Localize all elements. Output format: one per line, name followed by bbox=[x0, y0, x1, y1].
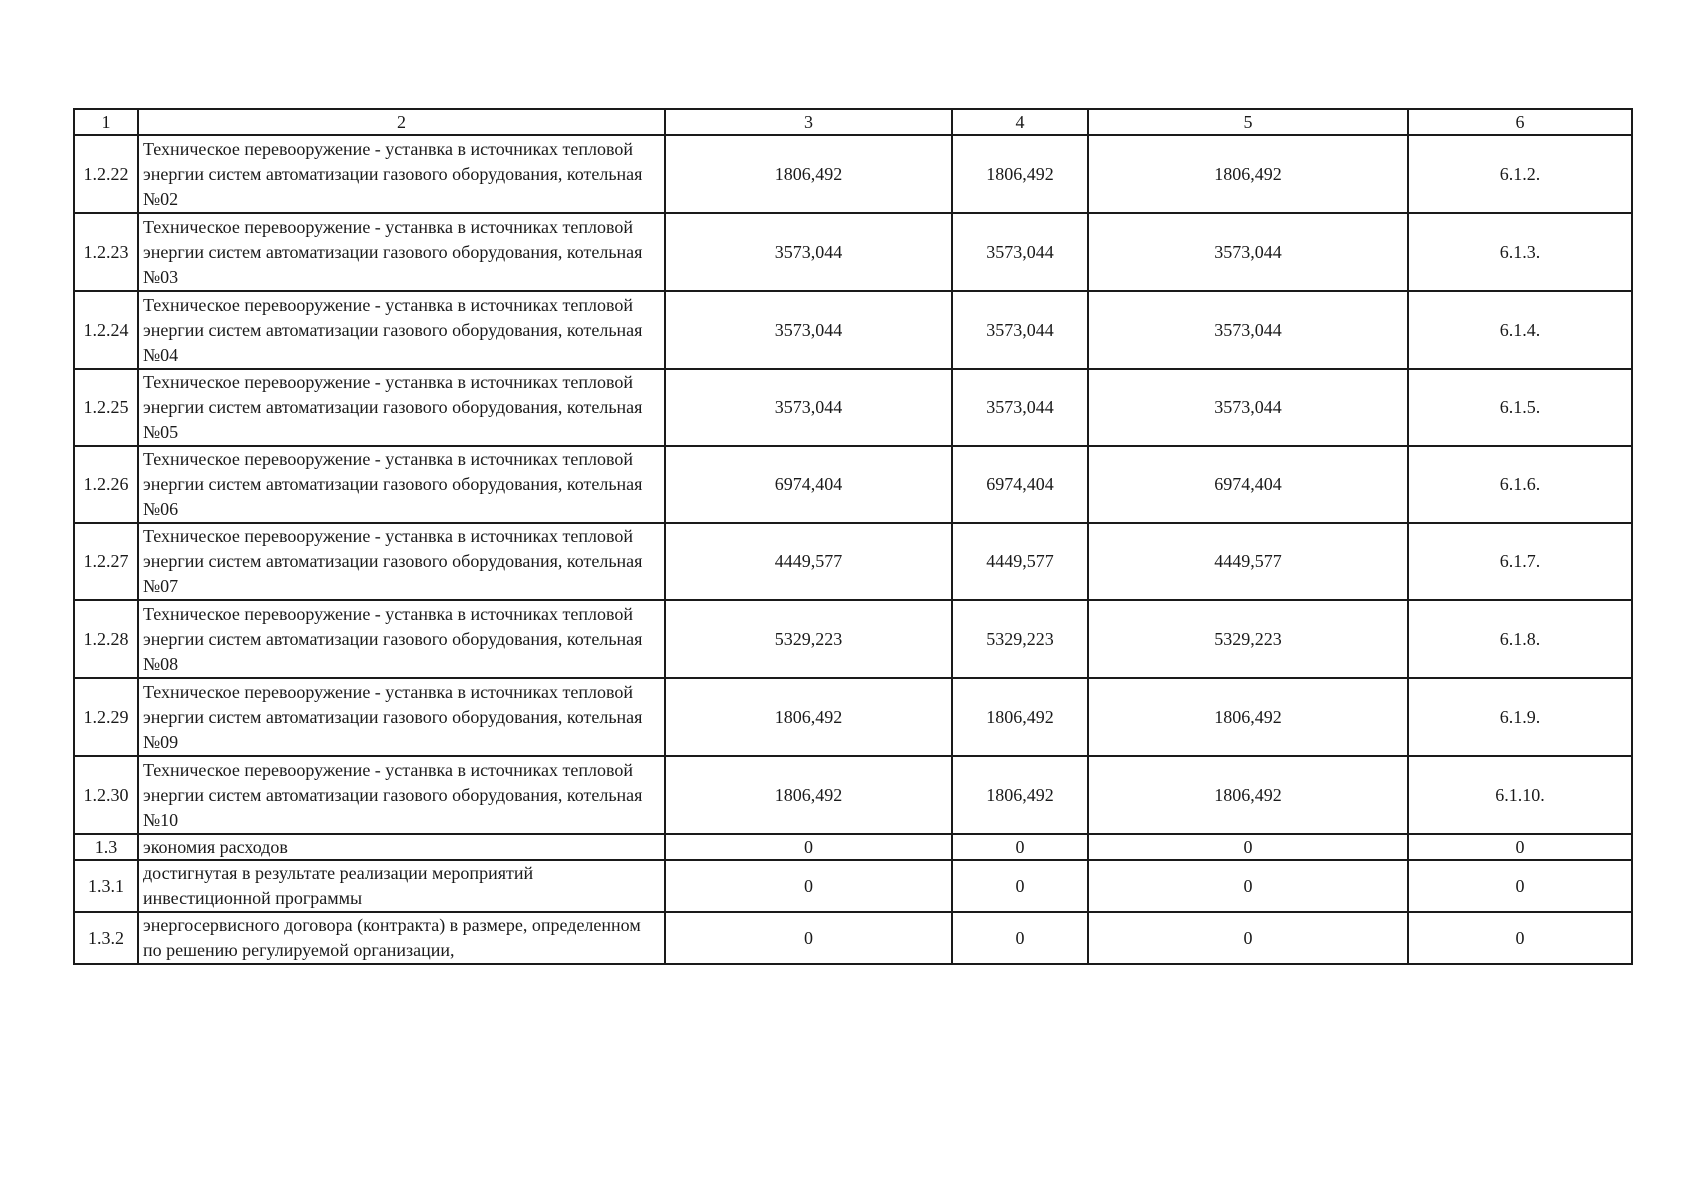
cell-value: 0 bbox=[952, 912, 1088, 964]
cell-value: 4449,577 bbox=[665, 523, 952, 600]
cell-value: 1806,492 bbox=[665, 678, 952, 756]
cell-value: 5329,223 bbox=[952, 600, 1088, 678]
row-number: 1.2.24 bbox=[74, 291, 138, 369]
cell-reference: 0 bbox=[1408, 834, 1632, 860]
cell-reference: 6.1.3. bbox=[1408, 213, 1632, 291]
row-description: Техническое перевооружение - устанвка в источниках тепловой энергии систем автоматизации газового оборудования, котельная №07 bbox=[138, 523, 665, 600]
cell-value: 6974,404 bbox=[665, 446, 952, 523]
cell-reference: 6.1.8. bbox=[1408, 600, 1632, 678]
cell-value: 3573,044 bbox=[1088, 213, 1408, 291]
row-description: Техническое перевооружение - устанвка в источниках тепловой энергии систем автоматизации газового оборудования, котельная №05 bbox=[138, 369, 665, 446]
cell-value: 3573,044 bbox=[1088, 291, 1408, 369]
cell-value: 6974,404 bbox=[952, 446, 1088, 523]
table-row bbox=[74, 291, 1632, 369]
column-header: 3 bbox=[665, 109, 952, 135]
cell-value: 6974,404 bbox=[1088, 446, 1408, 523]
cell-reference: 6.1.5. bbox=[1408, 369, 1632, 446]
column-header: 6 bbox=[1408, 109, 1632, 135]
cell-reference: 0 bbox=[1408, 860, 1632, 912]
table-row bbox=[74, 446, 1632, 523]
row-number: 1.2.27 bbox=[74, 523, 138, 600]
cell-value: 0 bbox=[1088, 834, 1408, 860]
cell-value: 0 bbox=[1088, 912, 1408, 964]
cell-value: 4449,577 bbox=[952, 523, 1088, 600]
row-number: 1.2.26 bbox=[74, 446, 138, 523]
cell-value: 0 bbox=[952, 834, 1088, 860]
cell-value: 3573,044 bbox=[665, 369, 952, 446]
cell-value: 1806,492 bbox=[952, 678, 1088, 756]
investment-program-table bbox=[73, 108, 1633, 965]
row-description: Техническое перевооружение - устанвка в источниках тепловой энергии систем автоматизации газового оборудования, котельная №03 bbox=[138, 213, 665, 291]
table-row bbox=[74, 213, 1632, 291]
cell-value: 1806,492 bbox=[1088, 678, 1408, 756]
cell-value: 1806,492 bbox=[952, 756, 1088, 834]
row-description: Техническое перевооружение - устанвка в источниках тепловой энергии систем автоматизации газового оборудования, котельная №08 bbox=[138, 600, 665, 678]
row-number: 1.2.28 bbox=[74, 600, 138, 678]
cell-value: 0 bbox=[665, 834, 952, 860]
cell-value: 1806,492 bbox=[1088, 756, 1408, 834]
cell-value: 3573,044 bbox=[665, 291, 952, 369]
table-row bbox=[74, 860, 1632, 912]
cell-reference: 6.1.4. bbox=[1408, 291, 1632, 369]
row-number: 1.2.23 bbox=[74, 213, 138, 291]
row-description: экономия расходов bbox=[138, 834, 665, 860]
row-number: 1.3.2 bbox=[74, 912, 138, 964]
column-header: 1 bbox=[74, 109, 138, 135]
row-description: достигнутая в результате реализации мероприятий инвестиционной программы bbox=[138, 860, 665, 912]
cell-value: 0 bbox=[1088, 860, 1408, 912]
cell-value: 0 bbox=[665, 860, 952, 912]
column-header: 2 bbox=[138, 109, 665, 135]
cell-reference: 6.1.2. bbox=[1408, 135, 1632, 213]
row-number: 1.3 bbox=[74, 834, 138, 860]
row-number: 1.2.30 bbox=[74, 756, 138, 834]
cell-value: 3573,044 bbox=[952, 291, 1088, 369]
cell-value: 0 bbox=[952, 860, 1088, 912]
cell-value: 3573,044 bbox=[1088, 369, 1408, 446]
row-number: 1.3.1 bbox=[74, 860, 138, 912]
row-number: 1.2.22 bbox=[74, 135, 138, 213]
row-description: энергосервисного договора (контракта) в размере, определенном по решению регулируемой организации, bbox=[138, 912, 665, 964]
table-row bbox=[74, 756, 1632, 834]
table-row bbox=[74, 369, 1632, 446]
table-row bbox=[74, 600, 1632, 678]
cell-value: 3573,044 bbox=[952, 213, 1088, 291]
cell-reference: 0 bbox=[1408, 912, 1632, 964]
row-number: 1.2.25 bbox=[74, 369, 138, 446]
cell-reference: 6.1.9. bbox=[1408, 678, 1632, 756]
table-row bbox=[74, 834, 1632, 860]
table-row bbox=[74, 523, 1632, 600]
row-description: Техническое перевооружение - устанвка в источниках тепловой энергии систем автоматизации газового оборудования, котельная №06 bbox=[138, 446, 665, 523]
table-row bbox=[74, 912, 1632, 964]
cell-reference: 6.1.7. bbox=[1408, 523, 1632, 600]
table-row bbox=[74, 678, 1632, 756]
cell-value: 1806,492 bbox=[1088, 135, 1408, 213]
cell-value: 3573,044 bbox=[665, 213, 952, 291]
cell-value: 5329,223 bbox=[665, 600, 952, 678]
cell-value: 5329,223 bbox=[1088, 600, 1408, 678]
column-header: 4 bbox=[952, 109, 1088, 135]
column-header: 5 bbox=[1088, 109, 1408, 135]
cell-value: 1806,492 bbox=[952, 135, 1088, 213]
cell-value: 3573,044 bbox=[952, 369, 1088, 446]
cell-value: 4449,577 bbox=[1088, 523, 1408, 600]
table-row bbox=[74, 135, 1632, 213]
cell-value: 1806,492 bbox=[665, 756, 952, 834]
cell-reference: 6.1.6. bbox=[1408, 446, 1632, 523]
cell-value: 0 bbox=[665, 912, 952, 964]
cell-reference: 6.1.10. bbox=[1408, 756, 1632, 834]
row-description: Техническое перевооружение - устанвка в источниках тепловой энергии систем автоматизации газового оборудования, котельная №09 bbox=[138, 678, 665, 756]
row-description: Техническое перевооружение - устанвка в источниках тепловой энергии систем автоматизации газового оборудования, котельная №10 bbox=[138, 756, 665, 834]
cell-value: 1806,492 bbox=[665, 135, 952, 213]
row-description: Техническое перевооружение - устанвка в источниках тепловой энергии систем автоматизации газового оборудования, котельная №02 bbox=[138, 135, 665, 213]
row-number: 1.2.29 bbox=[74, 678, 138, 756]
row-description: Техническое перевооружение - устанвка в источниках тепловой энергии систем автоматизации газового оборудования, котельная №04 bbox=[138, 291, 665, 369]
column-number-header-row bbox=[74, 109, 1632, 135]
